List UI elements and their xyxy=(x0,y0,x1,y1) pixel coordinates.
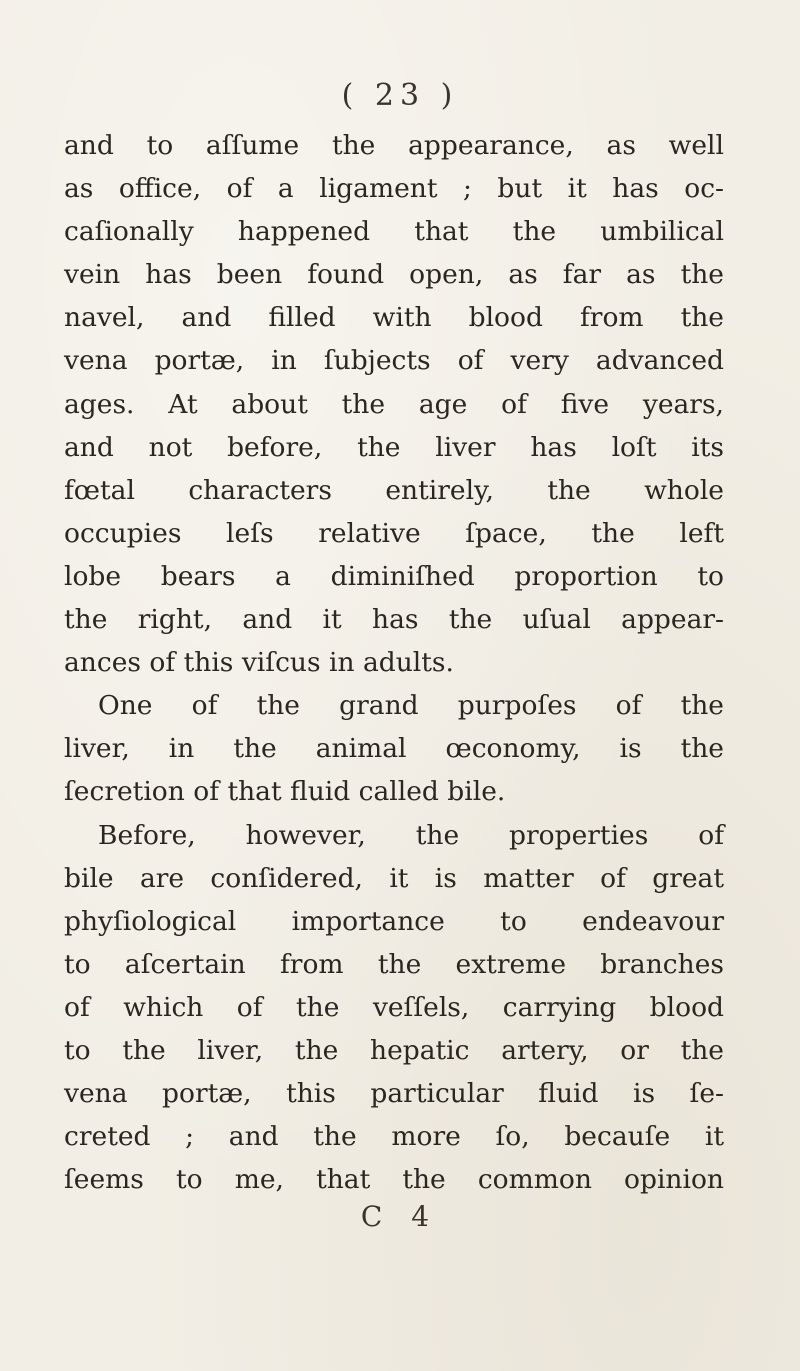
text-line: occupies leſs relative ſpace, the left xyxy=(64,517,724,549)
text-line: to the liver, the hepatic artery, or the xyxy=(64,1034,724,1066)
text-line: and not before, the liver has loſt its xyxy=(64,431,724,463)
text-line: fœtal characters entirely, the whole xyxy=(64,474,724,506)
text-line: and to aſſume the appearance, as well xyxy=(64,130,724,161)
text-line: the right, and it has the uſual appear- xyxy=(64,604,724,636)
text-line: ages. At about the age of five years, xyxy=(64,388,724,420)
text-line: navel, and filled with blood from the xyxy=(64,302,724,334)
text-line: liver, in the animal œconomy, is the xyxy=(64,733,724,765)
text-line: as office, of a ligament ; but it has oc- xyxy=(64,173,724,205)
text-line: vein has been found open, as far as the xyxy=(64,259,724,291)
text-line: ſecretion of that fluid called bile. xyxy=(64,776,506,808)
text-line: to aſcertain from the extreme branches xyxy=(64,948,724,980)
page-number: ( 23 ) xyxy=(341,78,459,113)
text-line: creted ; and the more ſo, becauſe it xyxy=(64,1121,724,1153)
paragraph-start-line: Before, however, the properties of xyxy=(98,819,724,851)
text-line: phyſiological importance to endeavour xyxy=(64,905,724,937)
text-line: of which of the veſſels, carrying blood xyxy=(64,991,724,1023)
text-line: caſionally happened that the umbilical xyxy=(64,216,724,248)
paragraph-start-line: One of the grand purpoſes of the xyxy=(98,690,724,722)
text-line: vena portæ, in ſubjects of very advanced xyxy=(64,345,724,377)
body-text xyxy=(64,124,724,1201)
signature-mark: C 4 xyxy=(360,1200,440,1233)
text-line: bile are conſidered, it is matter of great xyxy=(64,862,724,894)
text-line: ſeems to me, that the common opinion xyxy=(64,1164,724,1196)
text-line: ances of this viſcus in adults. xyxy=(64,647,454,679)
text-line: vena portæ, this particular fluid is ſe- xyxy=(64,1078,724,1110)
text-line: lobe bears a diminiſhed proportion to xyxy=(64,560,724,592)
